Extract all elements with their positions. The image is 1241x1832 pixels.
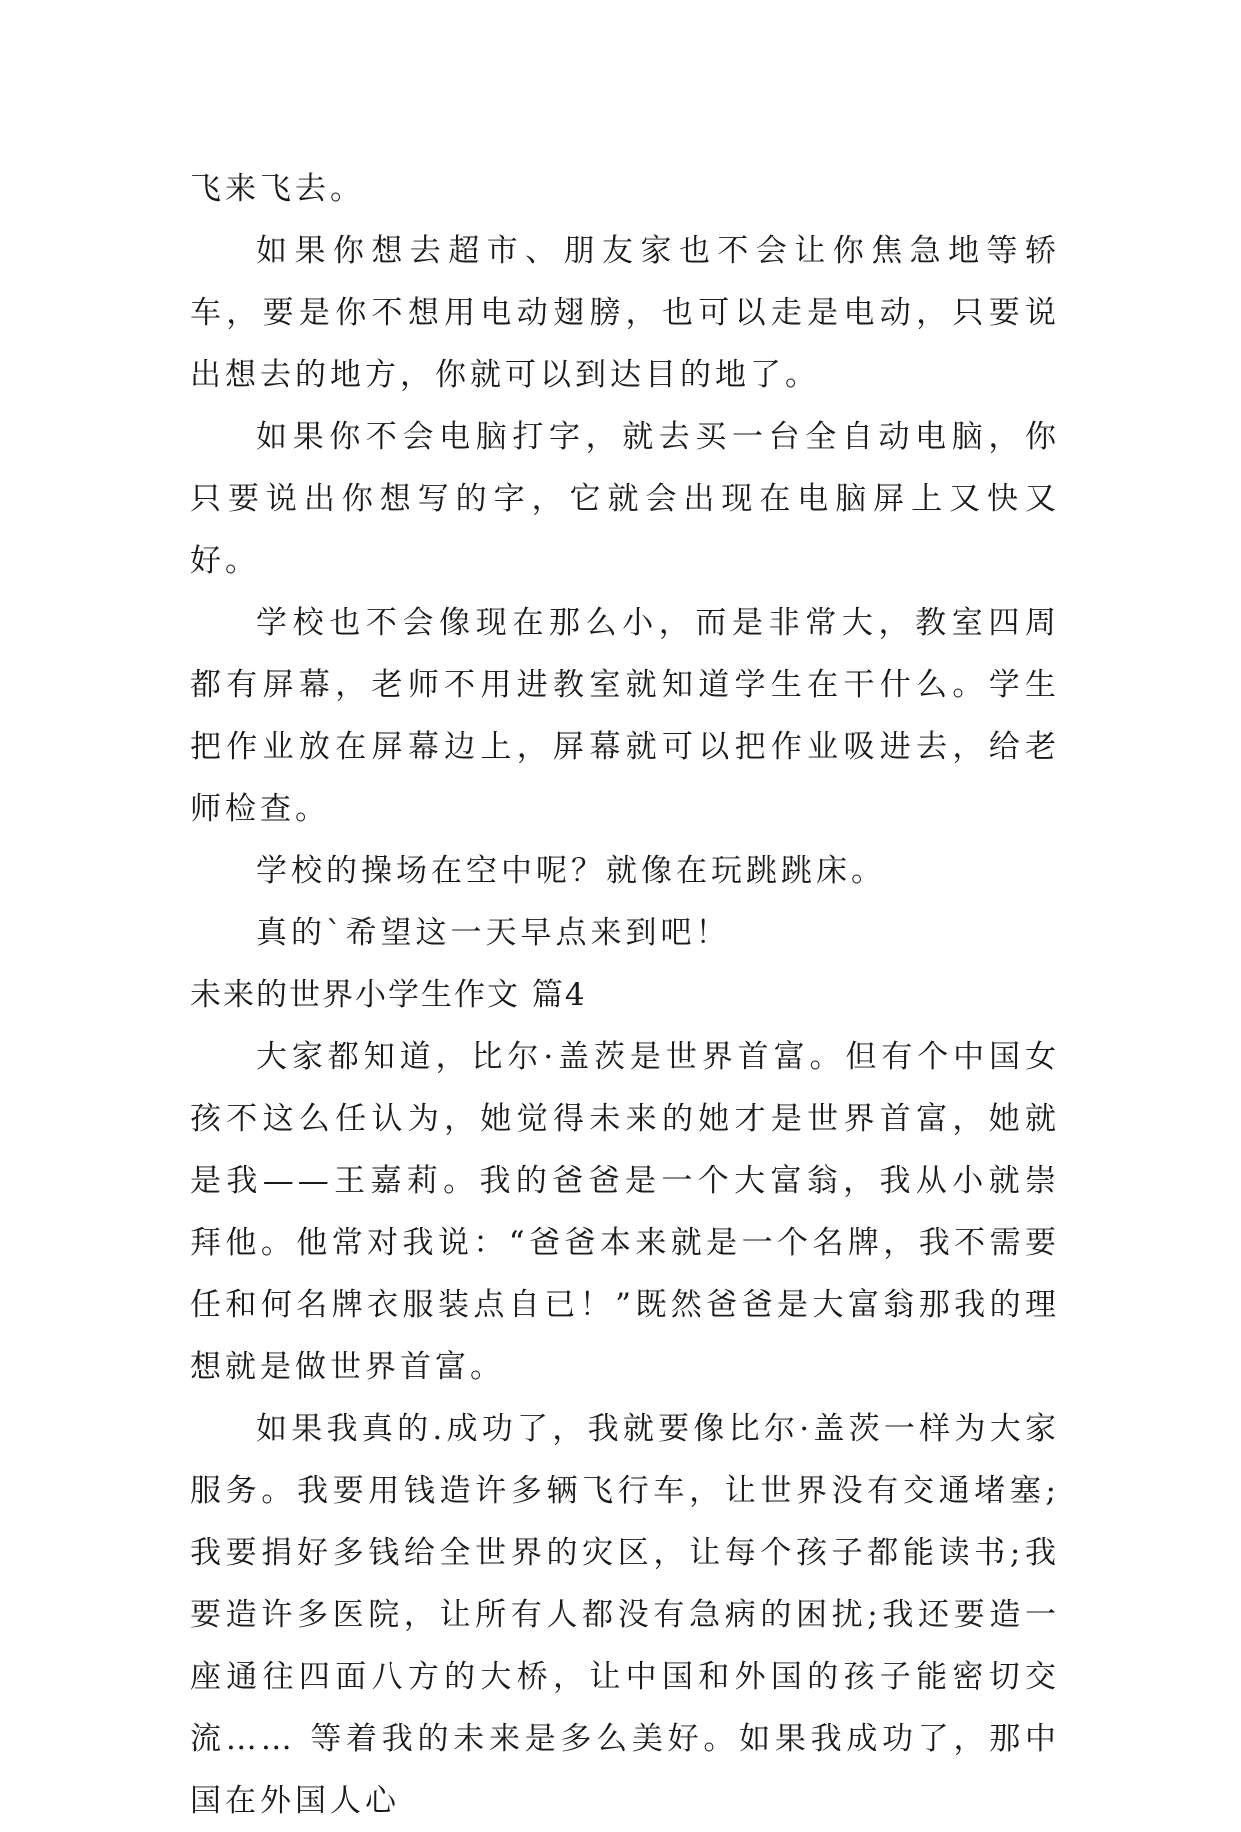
paragraph: 真的`希望这一天早点来到吧！ xyxy=(256,915,731,951)
paragraph: 大家都知道，比尔·盖茨是世界首富。但有个中国女孩不这么任认为，她觉得未来的她才是世界首富，她就是我——王嘉莉。我的爸爸是一个大富翁，我从小就崇拜他。他常对我说：“爸爸本来就是一个名牌，我不需要任和何名牌衣服装点自已！”既然爸爸是大富翁那我的理想就是做世界首富。 xyxy=(190,1039,1060,1385)
document-body xyxy=(190,158,1060,1832)
paragraph: 学校的操场在空中呢？就像在玩跳跳床。 xyxy=(256,853,886,889)
paragraph: 如果我真的.成功了，我就要像比尔·盖茨一样为大家服务。我要用钱造许多辆飞行车，让世界没有交通堵塞;我要捐好多钱给全世界的灾区，让每个孩子都能读书;我要造许多医院，让所有人都没有急病的困扰;我还要造一座通往四面八方的大桥，让中国和外国的孩子能密切交流…… 等着我的未来是多么美好。如果我成功了，那中国在外国人心 xyxy=(190,1411,1060,1819)
paragraph: 如果你不会电脑打字，就去买一台全自动电脑，你只要说出你想写的字，它就会出现在电脑屏上又快又好。 xyxy=(190,419,1060,579)
paragraph: 飞来飞去。 xyxy=(190,171,365,207)
paragraph: 学校也不会像现在那么小，而是非常大，教室四周都有屏幕，老师不用进教室就知道学生在干什么。学生把作业放在屏幕边上，屏幕就可以把作业吸进去，给老师检查。 xyxy=(190,605,1060,827)
paragraph: 如果你想去超市、朋友家也不会让你焦急地等轿车，要是你不想用电动翅膀，也可以走是电动，只要说出想去的地方，你就可以到达目的地了。 xyxy=(190,233,1060,393)
section-heading: 未来的世界小学生作文 篇4 xyxy=(190,977,587,1013)
